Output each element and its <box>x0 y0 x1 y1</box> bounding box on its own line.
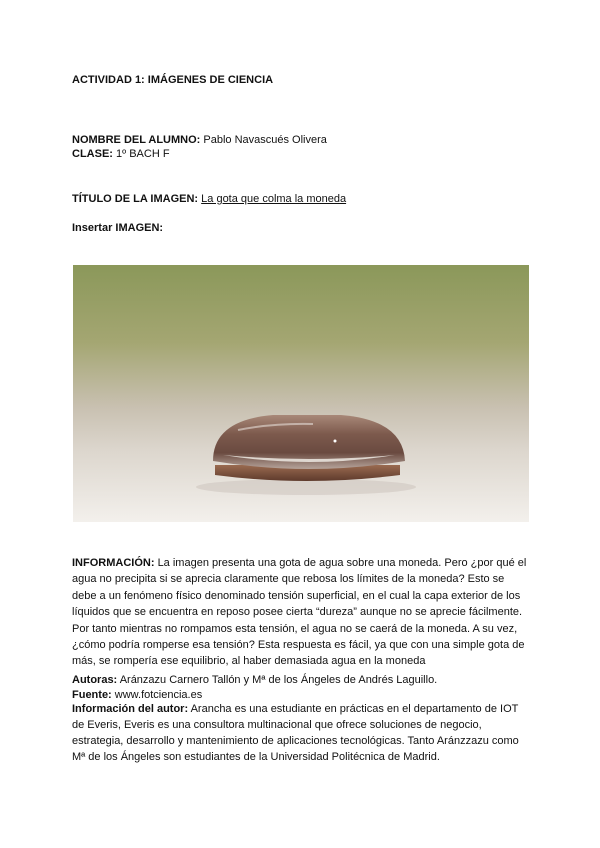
author-info-text: Arancha es una estudiante en prácticas en el departamento de IOT de Everis, Everis es una consultora multinacional que ofrece soluciones de negocio, estrategia, desarrollo y mantenimiento de aplicaciones tecnológicas. Tanto Aránzzazu como Mª de los Ángeles son estudiantes de la Universidad Politécnica de Madrid. <box>72 703 519 763</box>
image-title-label: TÍTULO DE LA IMAGEN: <box>72 193 199 205</box>
source-value: www.fotciencia.es <box>114 689 203 701</box>
source-line <box>72 688 202 702</box>
author-info-paragraph <box>72 701 530 765</box>
class-value: 1º BACH F <box>116 148 170 160</box>
image-title-line <box>72 192 346 206</box>
author-info-label: Información del autor: <box>72 703 189 715</box>
class-label: CLASE: <box>72 148 113 160</box>
information-label: INFORMACIÓN: <box>72 557 155 569</box>
insert-image-label: Insertar IMAGEN: <box>72 222 164 234</box>
source-label: Fuente: <box>72 689 112 701</box>
activity-title: ACTIVIDAD 1: IMÁGENES DE CIENCIA <box>72 74 274 86</box>
authors-value: Aránzazu Carnero Tallón y Mª de los Ángeles de Andrés Laguillo. <box>119 674 438 686</box>
authors-line <box>72 673 437 687</box>
information-paragraph <box>72 555 530 670</box>
class-line <box>72 147 170 161</box>
student-name-line <box>72 133 327 147</box>
coin-water-drop-photo <box>73 265 529 522</box>
information-text: La imagen presenta una gota de agua sobre una moneda. Pero ¿por qué el agua no precipita si se aprecia claramente que rebosa los límites de la moneda? Esto se debe a un fenómeno físico denominado tensión superficial, en el cual la capa exterior de los líquidos que se encuentra en reposo posee cierta “dureza” aunque no se aprecie fácilmente. Por tanto mientras no rompamos esta tensión, el agua no se caerá de la moneda. A su vez, ¿cómo podría romperse esa tensión? Esta respuesta es fácil, ya que con una simple gota de más, se rompería ese equilibrio, al haber demasiada agua en la moneda <box>72 557 527 668</box>
image-title-value: La gota que colma la moneda <box>201 193 347 205</box>
photo-illustration <box>73 265 529 522</box>
authors-label: Autoras: <box>72 674 118 686</box>
student-name-label: NOMBRE DEL ALUMNO: <box>72 134 201 146</box>
student-name-value: Pablo Navascués Olivera <box>203 134 327 146</box>
